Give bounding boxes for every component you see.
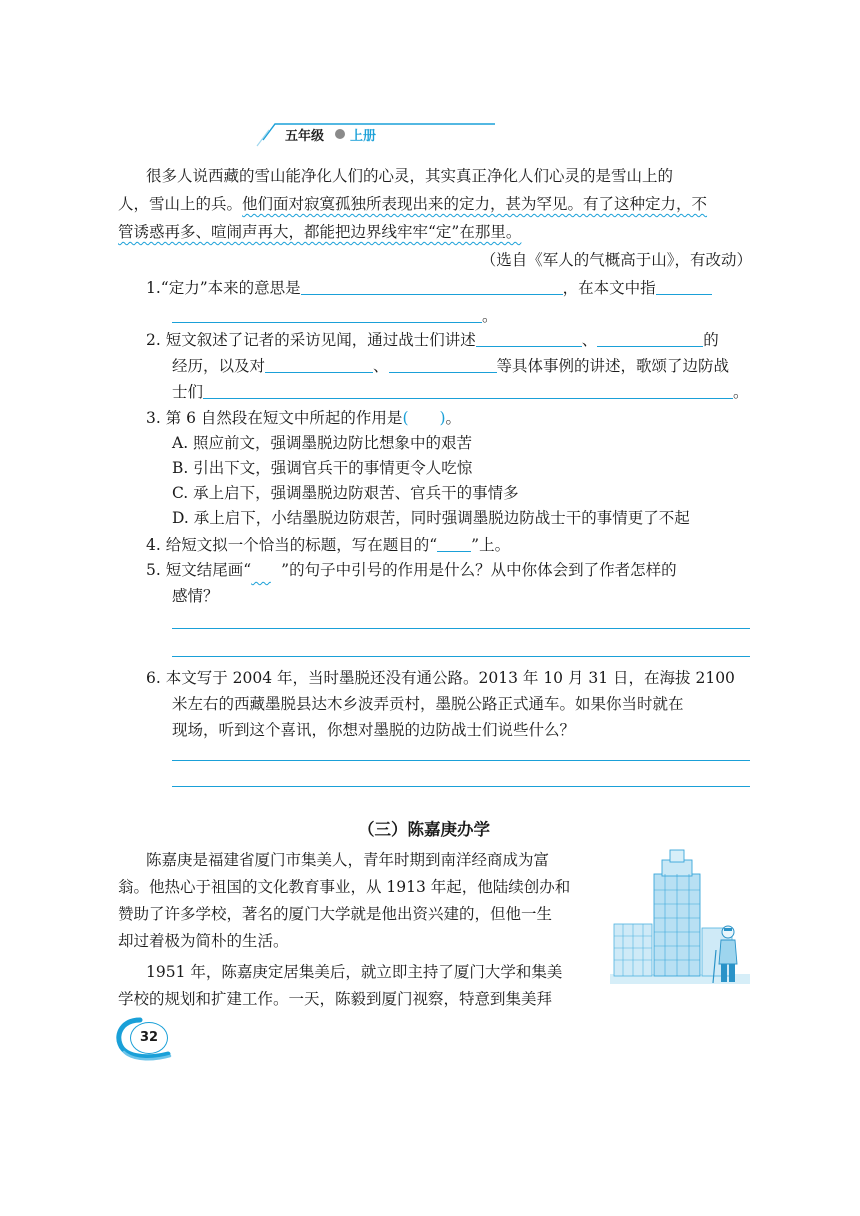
header-term: 上册 [350, 129, 377, 144]
q2-text-a: 2. 短文叙述了记者的采访见闻，通过战士们讲述 [146, 331, 476, 349]
q3-end: 。 [445, 409, 462, 427]
q5-answer-line-2[interactable] [172, 656, 750, 657]
q2-text-d: 等具体事例的讲述，歌颂了边防战 [496, 357, 730, 375]
q2-text-c: 经历，以及对 [172, 357, 266, 375]
q3-stem: 3. 第 6 自然段在短文中所起的作用是 [146, 409, 403, 427]
question-1 [146, 274, 712, 302]
section-3-p1-line-4: 却过着极为简朴的生活。 [118, 932, 289, 950]
q1-blank-1[interactable] [301, 276, 563, 295]
q1-blank-2[interactable] [656, 276, 712, 295]
q2-blank-5[interactable] [203, 380, 733, 399]
q1-text-c: 。 [482, 307, 498, 325]
question-6-line-2: 米左右的西藏墨脱县达木乡波弄贡村，墨脱公路正式通车。如果你当时就在 [172, 695, 684, 713]
section-3-p1-line-3: 赞助了许多学校，著名的厦门大学就是他出资兴建的，但他一生 [118, 905, 553, 923]
q2-sep-1: 、 [581, 331, 598, 349]
question-4 [146, 531, 510, 559]
question-5-cont: 感情？ [172, 587, 219, 605]
q3-option-a: A. 照应前文，强调墨脱边防比想象中的艰苦 [172, 434, 473, 452]
passage-line-3 [118, 218, 521, 246]
passage-wavy-1: 他们面对寂寞孤独所表现出来的定力，甚为罕见。有了这种定力，不 [242, 195, 708, 213]
passage-line-2-plain: 人，雪山上的兵。 [118, 195, 243, 213]
q2-text-e: 士们 [172, 383, 204, 401]
header-grade: 五年级 [285, 129, 325, 144]
university-building-illustration [610, 846, 750, 986]
q3-option-b: B. 引出下文，强调官兵干的事情更令人吃惊 [172, 459, 473, 477]
q6-answer-line-2[interactable] [172, 786, 750, 787]
page-number-badge [110, 1016, 180, 1062]
q2-sep-2: 、 [373, 357, 389, 375]
q5-text-b: ”的句子中引号的作用是什么？从中你体会到了作者怎样的 [281, 561, 677, 579]
passage-line-1: 很多人说西藏的雪山能净化人们的心灵，其实真正净化人们心灵的是雪山上的 [146, 167, 674, 185]
q3-option-d: D. 承上启下，小结墨脱边防艰苦，同时强调墨脱边防战士干的事情更了不起 [172, 509, 690, 527]
page-number: 32 [130, 1022, 168, 1054]
q5-answer-line-1[interactable] [172, 628, 750, 629]
q4-text-a: 4. 给短文拟一个恰当的标题，写在题目的“ [146, 536, 438, 554]
section-3-p2-line-1: 1951 年，陈嘉庚定居集美后，就立即主持了厦门大学和集美 [146, 963, 563, 981]
section-3-p1-line-1: 陈嘉庚是福建省厦门市集美人，青年时期到南洋经商成为富 [146, 851, 550, 869]
q4-blank[interactable] [437, 533, 471, 552]
question-6-line-1: 6. 本文写于 2004 年，当时墨脱还没有通公路。2013 年 10 月 31 日，在海拔 2100 [146, 669, 735, 687]
q3-option-c: C. 承上启下，强调墨脱边防艰苦、官兵干的事情多 [172, 484, 519, 502]
q2-blank-1[interactable] [476, 328, 582, 347]
question-6-line-3: 现场，听到这个喜讯，你想对墨脱的边防战士们说些什么？ [172, 721, 576, 739]
question-2-line-3 [172, 378, 749, 406]
question-2 [146, 326, 719, 354]
section-3-p1-line-2: 翁。他热心于祖国的文化教育事业，从 1913 年起，他陆续创办和 [118, 878, 571, 896]
q5-wavy-blank [251, 558, 281, 576]
q1-text-a: 1.“定力”本来的意思是 [146, 279, 301, 297]
q3-answer-paren[interactable]: ( ) [402, 409, 446, 427]
question-5 [146, 556, 677, 584]
q2-blank-2[interactable] [597, 328, 703, 347]
q6-answer-line-1[interactable] [172, 760, 750, 761]
passage-wavy-2: 管诱惑再多、喧闹声再大，都能把边界线牢牢“定”在那里。 [118, 223, 522, 241]
q2-blank-3[interactable] [265, 354, 373, 373]
passage-source: （选自《军人的气概高于山》，有改动） [480, 251, 752, 269]
q1-blank-3[interactable] [172, 304, 482, 323]
q5-text-a: 5. 短文结尾画“ [146, 561, 252, 579]
section-3-p2-line-2: 学校的规划和扩建工作。一天，陈毅到厦门视察，特意到集美拜 [118, 990, 553, 1008]
q2-text-f: 。 [733, 383, 749, 401]
question-3 [146, 404, 461, 432]
question-2-line-2 [172, 352, 729, 380]
q2-blank-4[interactable] [389, 354, 497, 373]
q4-text-b: ”上。 [471, 536, 511, 554]
q2-text-b: 的 [703, 331, 719, 349]
section-3-title: （三）陈嘉庚办学 [358, 820, 490, 839]
q1-text-b: ，在本文中指 [562, 279, 656, 297]
page-header [255, 118, 500, 148]
passage-line-2 [118, 190, 707, 218]
header-dot-icon [335, 129, 345, 139]
